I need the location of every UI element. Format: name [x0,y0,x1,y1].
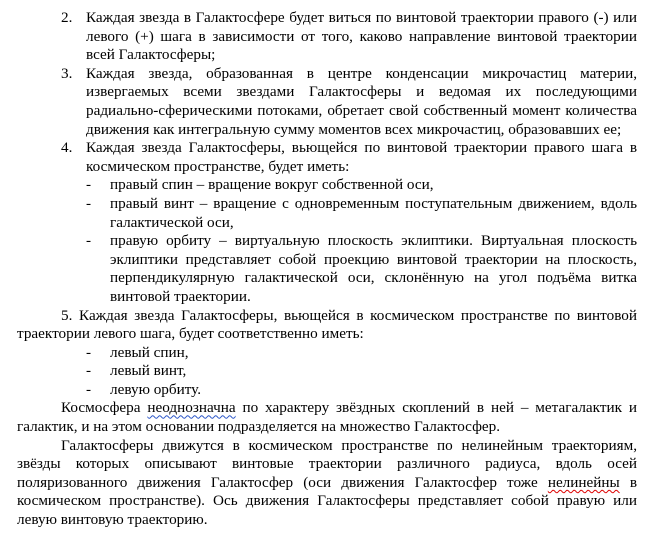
list-item-text: Каждая звезда Галактосферы, вьющейся по винтовой траектории правого шага в космическом пространстве, будет иметь: [86,139,637,175]
list-item-4 [17,139,637,176]
sub-item-right-orbit [17,232,637,306]
sub-item-right-screw [17,195,637,232]
dash-bullet: - [86,194,92,212]
sub-item-left-screw [17,362,637,381]
dash-bullet: - [86,232,92,250]
list-item-text: Каждая звезда, образованная в центре конденсации микрочастиц материи, извергаемых всеми звездами Галактосферы и ведомая их последующими радиально-сферическими потоками, обретает свой собственный момент количества движения как интегральную сумму моментов всех микрочастиц, образовавших ее; [86,64,637,138]
sub-item-text: левый спин, [110,343,189,361]
spellcheck-marked-word: неоднозначна [147,399,236,417]
list-number: 4. [61,139,73,157]
sub-item-text: левый винт, [110,362,187,380]
list-item-5: 5. Каждая звезда Галактосферы, вьющейся в космическом пространстве по винтовой траектории левого шага, будет соответственно иметь: [17,306,637,343]
sub-item-text: правый винт – вращение с одновременным поступательным движением, вдоль галактической оси, [110,194,637,231]
paragraph-text: в космическом пространстве). Ось движения Галактосферы представляет собой правую или левую винтовую траекторию. [17,473,637,529]
list-number: 3. [61,64,73,82]
sub-item-left-spin [17,344,637,363]
dash-bullet: - [86,380,92,398]
dash-bullet: - [86,362,92,380]
sub-item-left-orbit [17,381,637,400]
sub-item-right-spin [17,176,637,195]
paragraph-cosmosphere [17,399,637,436]
sub-item-text: правый спин – вращение вокруг собственной оси, [110,176,434,194]
list-item-text: Каждая звезда в Галактосфере будет виться по винтовой траектории правого (-) или левого (+) шага в зависимости от того, каково направление винтовой траектории всей Галактосферы; [86,9,637,64]
dash-bullet: - [86,176,92,194]
sub-item-text: правую орбиту – виртуальную плоскость эклиптики. Виртуальная плоскость эклиптики представляет собой проекцию винтовой траектории на плоскость, перпендикулярную галактической оси, склонённую на угол подъёма витка винтовой траектории. [110,232,637,305]
list-number: 2. [61,9,73,26]
paragraph-text: Космосфера [61,399,148,417]
list-item-3 [17,65,637,139]
sub-item-text: левую орбиту. [110,380,202,398]
list-item-2 [17,9,637,65]
spellcheck-marked-word: нелинейны [547,473,620,491]
dash-bullet: - [86,343,92,361]
paragraph-text: по характеру звёздных скоплений в ней – метагалактик и галактик, и на этом основании подразделяется на множество Галактосфер. [17,399,637,436]
paragraph-text: Галактосферы движутся в космическом пространстве по нелинейным траекториям, звёзды которых описывают винтовые траектории различного радиуса, вдоль осей поляризованного движения Галактосфер (оси движения Галактосфер тоже [17,436,637,491]
paragraph-galactospheres [17,437,637,530]
